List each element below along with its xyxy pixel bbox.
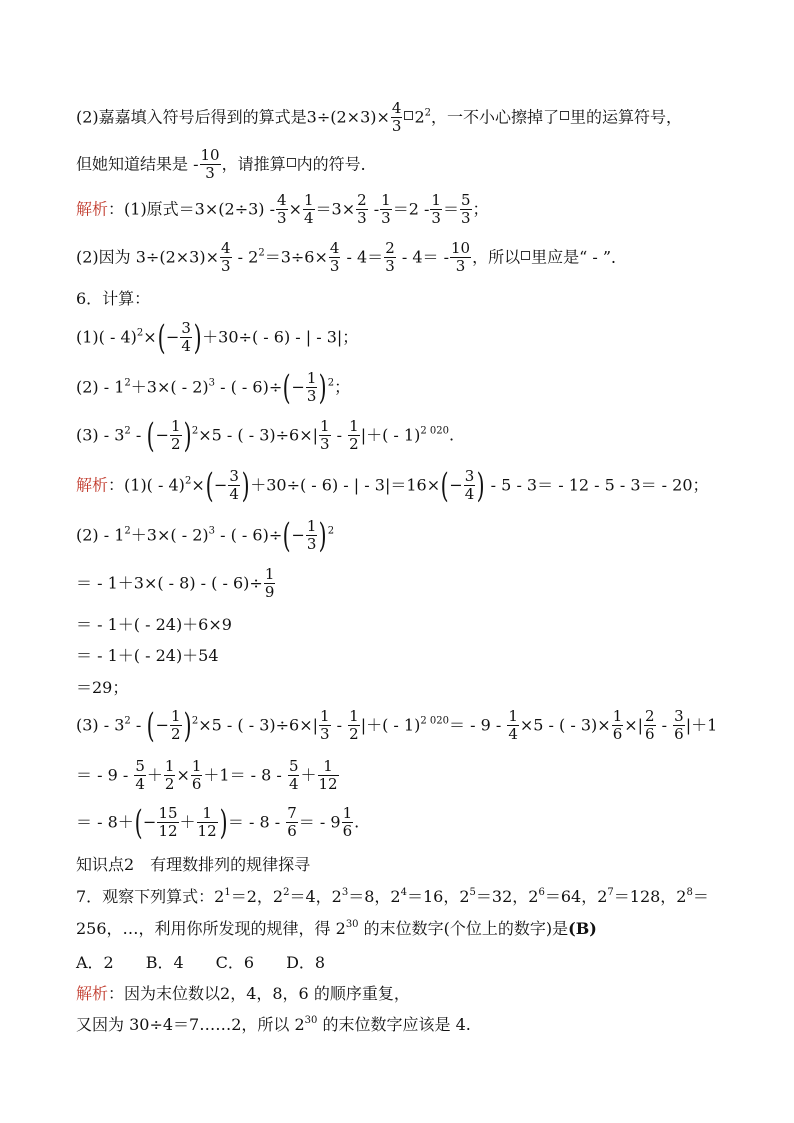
problem-7-options: A．2 B．4 C．6 D．8 [76,953,326,972]
solution-6-2-step4: ＝29； [76,678,129,697]
answer: (B) [568,919,597,938]
solution-6-3-step1: ＝ - 9 - $\frac{5}{4}$ ＋ $\frac{1}{2}$ × $\frac{1}{6}$ ＋1＝ - 8 - $\frac{5}{4}$ ＋ $\frac{1}{12}$ [76,757,338,794]
erased-box [404,111,413,120]
solution-7-line2: 又因为 30÷4＝7……2，所以 $2^{30}$ 的末位数字应该是 4. [76,1015,471,1034]
problem-6-heading: 6．计算： [76,289,151,308]
problem-5-2-line1: (2)嘉嘉填入符号后得到的算式是3÷(2×3)× $\frac{4}{3}$ $2^2$，一不小心擦掉了 里的运算符号， [76,99,683,136]
analysis-label: 解析 [76,984,109,1003]
fraction: $\frac{10}{3}$ [200,146,220,183]
problem-5-2-line2: 但她知道结果是 - $\frac{10}{3}$ ，请推算 内的符号． [76,146,377,183]
section-heading: 知识点2 有理数排列的规律探寻 [76,855,311,874]
solution-6-2-step2: ＝ - 1＋( - 24)＋6×9 [76,615,232,634]
problem-6-3: $(3) - 3^2$ - (− $\frac{1}{2}$ )$^2$×5 - ( - 3)÷6×| $\frac{1}{3}$ - $\frac{1}{2}$ |＋( - 1)$^{2 020}$. [76,415,455,456]
solution-6-2-step1: ＝ - 1＋3×( - 8) - ( - 6)÷ $\frac{1}{9}$ [76,565,275,602]
problem-7-line1: 7．观察下列算式：$2^1=2$，$2^2=4$，$2^3=8$，$2^4=16$，$2^5=32$，$2^6=64$，$2^7=128$，$2^8=$ [76,887,709,906]
problem-7-line2: 256，…，利用你所发现的规律，得 $2^{30}$ 的末位数字(个位上的数字)是(B) [76,919,597,938]
solution-6-3-step2: ＝ - 8＋(− $\frac{15}{12}$ ＋ $\frac{1}{12}$ )＝ - 8 - $\frac{7}{6}$ ＝ - 9 $\frac{1}{6}$ . [76,802,360,843]
problem-6-2: $(2) - 1^2+3\times( - 2)^3$ - ( - 6)÷(− $\frac{1}{3}$ )$^2$； [76,367,351,408]
analysis-label: 解析 [76,199,109,219]
solution-6-2-step3: ＝ - 1＋( - 24)＋54 [76,646,219,665]
solution-6-1: 解析：(1)( - 4)$^2$×(− $\frac{3}{4}$ )＋30÷( - 6) - | - 3|＝16×(− $\frac{3}{4}$ ) - 5 - 3＝ - 12 - 5 - 3＝ - 20； [76,465,709,506]
analysis-label: 解析 [76,475,109,495]
solution-6-2-step0: $(2) - 1^2+3\times( - 2)^3$ - ( - 6)÷(− $\frac{1}{3}$ )$^2$ [76,515,335,556]
solution-5-2: (2)因为 3÷(2×3)× $\frac{4}{3}$ - $2^2=3\div 6\times$ $\frac{4}{3}$ - 4＝ $\frac{2}{3}$ - 4＝ - $\frac{10}{3}$ ，所以 里应是“ - ”． [76,239,628,276]
solution-7-line1: 解析：因为末位数以2，4，8，6 的顺序重复， [76,984,410,1003]
erased-box [521,251,530,260]
erased-box [287,158,296,167]
erased-box [560,111,569,120]
problem-6-1: (1)( - 4)$^2$×(− $\frac{3}{4}$ )＋30÷( - 6) - | - 3|； [76,317,359,358]
solution-6-3-step0: $(3) - 3^2$ - (− $\frac{1}{2}$ )$^2$×5 - ( - 3)÷6×| $\frac{1}{3}$ - $\frac{1}{2}$ |＋( - 1)$^{2 020}$＝ - 9 - $\frac{1}{4}$ ×5 - ( - 3)× $\frac{1}{6}$ ×| $\frac{2}{6}$ - $\frac{3}{6}$ |＋1 [76,705,718,746]
solution-5-1: 解析：(1)原式＝3×(2÷3) - $\frac{4}{3}$ × $\frac{1}{4}$ ＝3× $\frac{2}{3}$ - $\frac{1}{3}$ ＝2 - $\frac{1}{3}$ ＝ $\frac{5}{3}$ ； [76,191,489,228]
fraction: $\frac{4}{3}$ [391,99,402,136]
